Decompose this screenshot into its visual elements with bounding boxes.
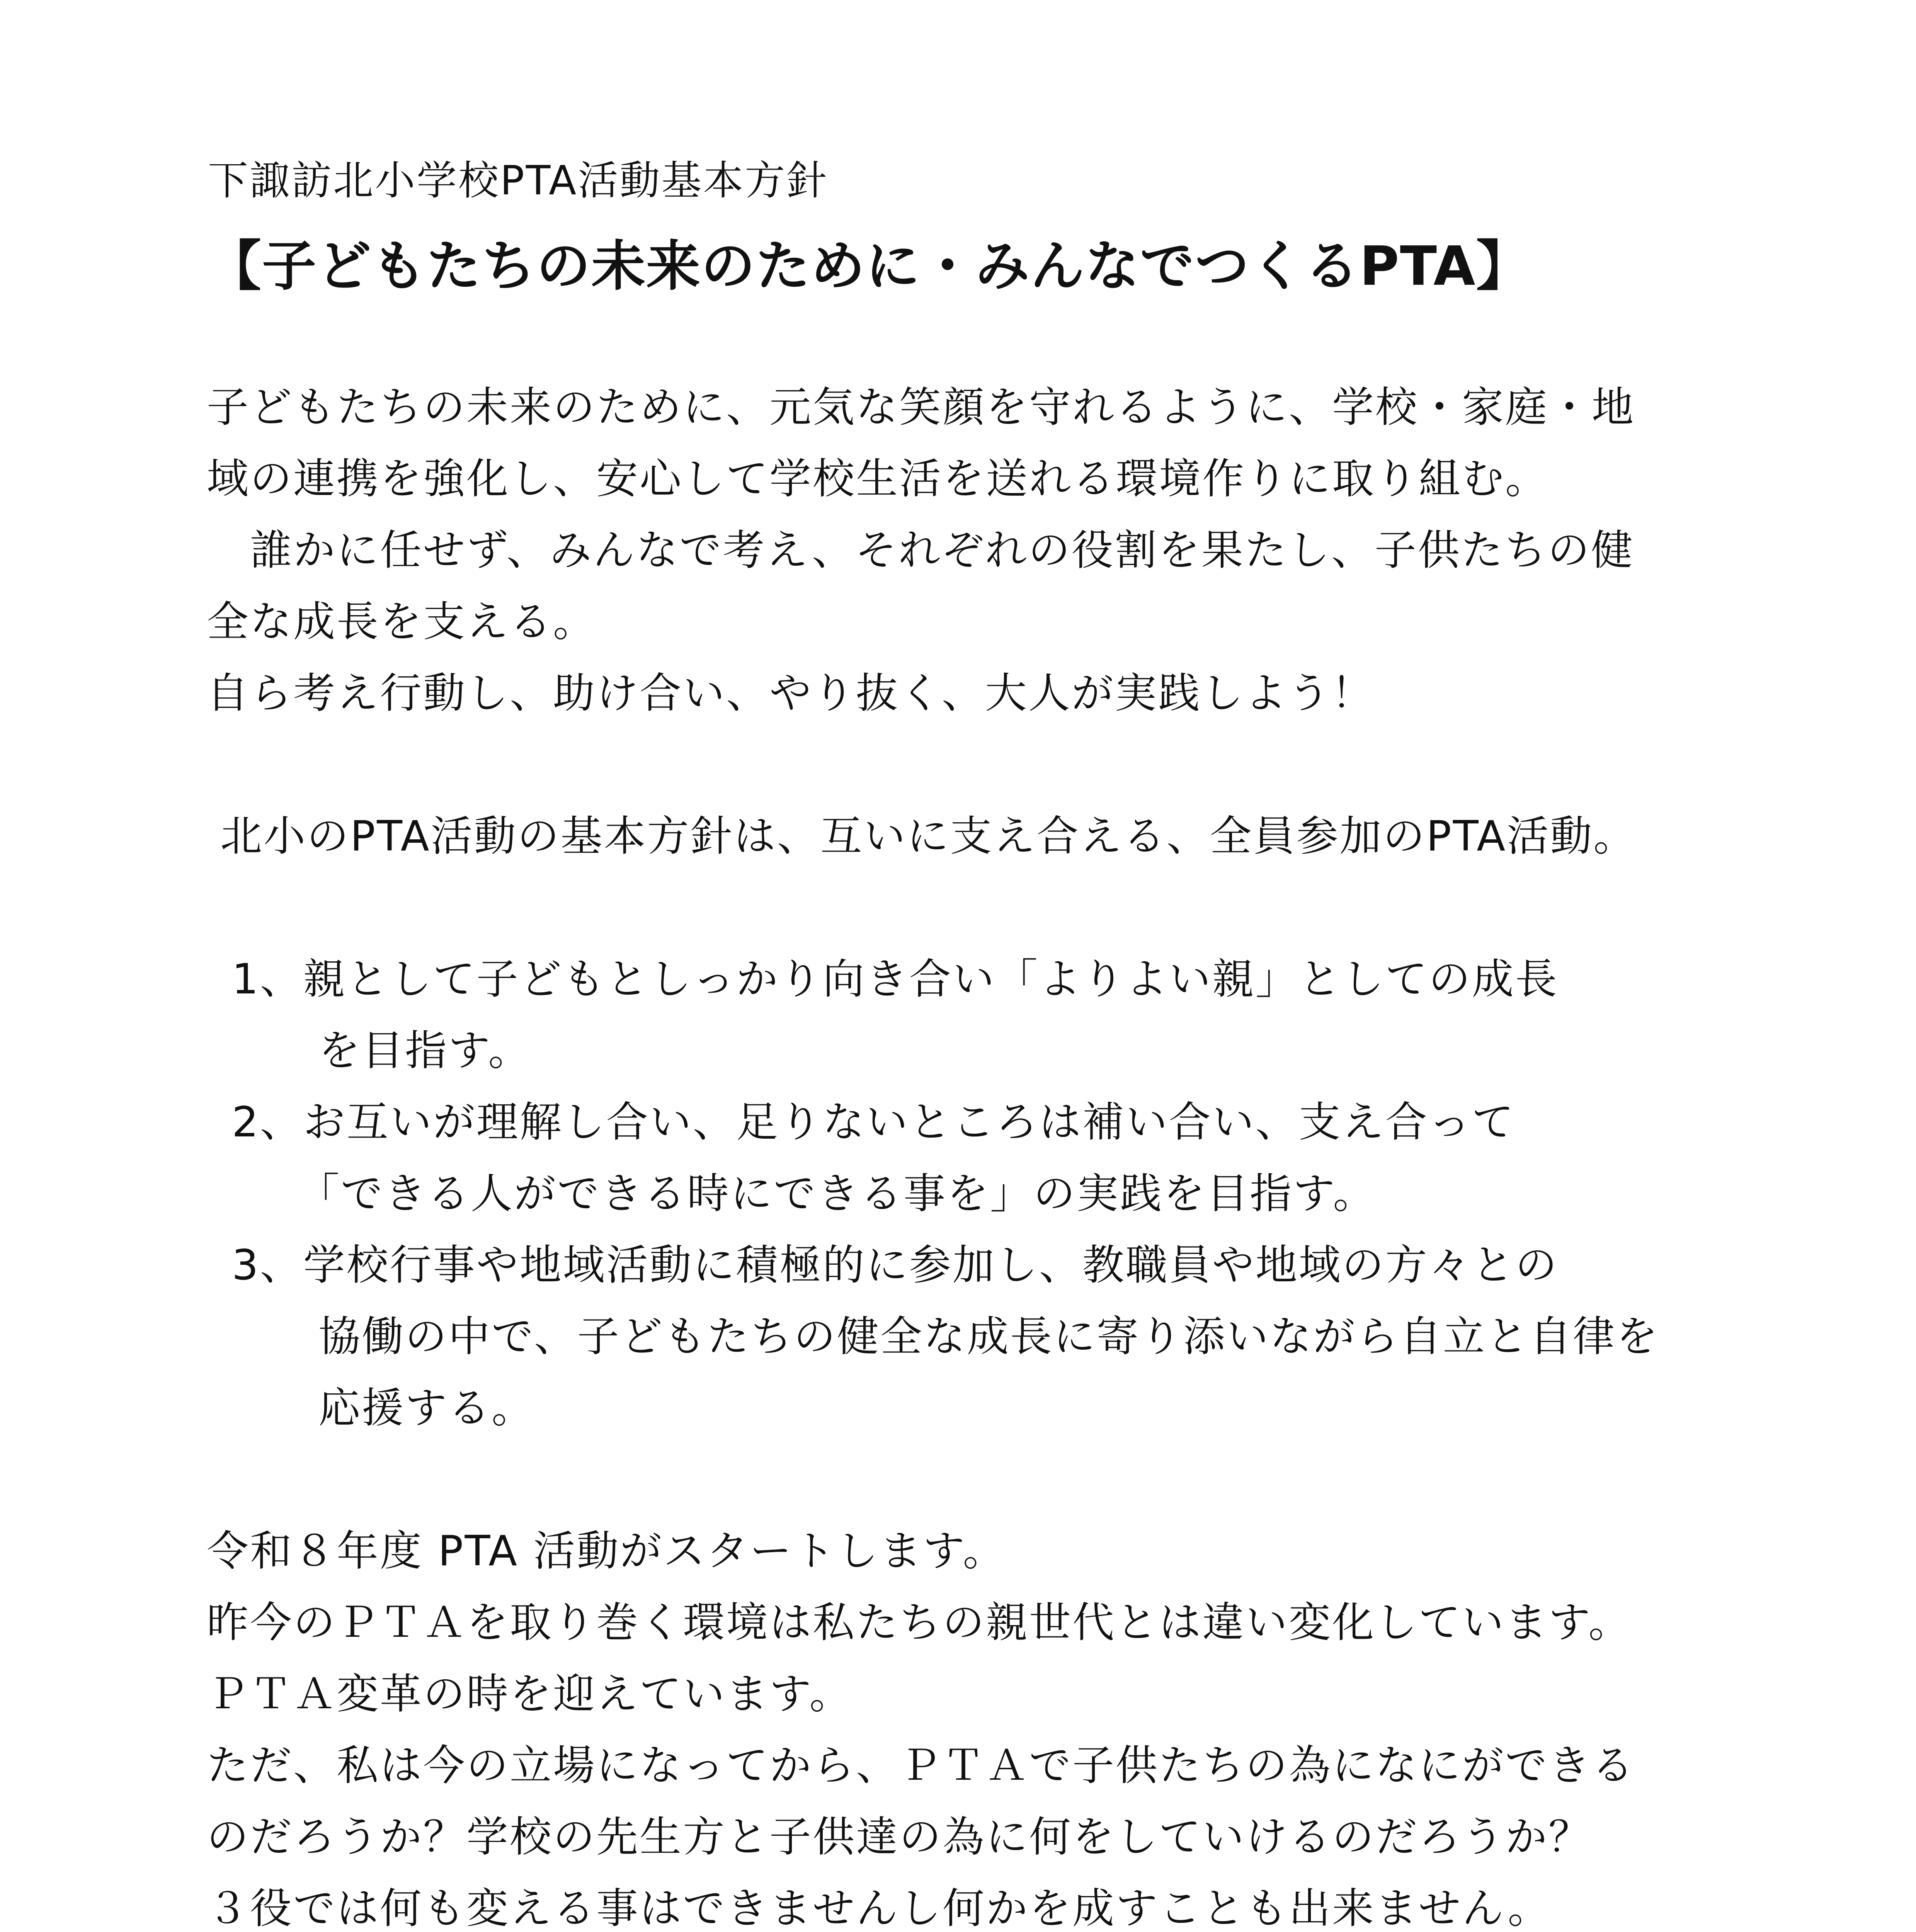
- document-subtitle: 下諏訪北小学校PTA活動基本方針: [208, 157, 829, 204]
- intro-line: 全な成長を支える。: [207, 598, 597, 646]
- message-line: 令和８年度 PTA 活動がスタートします。: [207, 1527, 1006, 1575]
- message-line: 昨今のＰＴＡを取り巻く環境は私たちの親世代とは違い変化しています。: [207, 1599, 1632, 1647]
- message-line: のだろうか？学校の先生方と子供達の為に何をしていけるのだろうか？: [207, 1813, 1592, 1861]
- policy-item: 応援する。: [232, 1384, 535, 1432]
- message-line: ただ、私は今の立場になってから、ＰＴＡで子供たちの為になにができる: [207, 1742, 1635, 1790]
- policy-item: 協働の中で、子どもたちの健全な成長に寄り添いながら自立と自律を: [232, 1313, 1659, 1361]
- intro-line: 自ら考え行動し、助け合い、やり抜く、大人が実践しよう！: [207, 669, 1375, 718]
- policy-summary: 北小のPTA活動の基本方針は、互いに支え合える、全員参加のPTA活動。: [220, 812, 1637, 861]
- intro-line: 域の連携を強化し、安心して学校生活を送れる環境作りに取り組む。: [207, 455, 1549, 503]
- policy-item: 2、お互いが理解し合い、足りないところは補い合い、支え合って: [232, 1098, 1515, 1146]
- policy-item: 3、学校行事や地域活動に積極的に参加し、教職員や地域の方々との: [232, 1241, 1559, 1289]
- intro-line: 子どもたちの未来のために、元気な笑顔を守れるように、学校・家庭・地: [207, 383, 1635, 432]
- intro-line: 誰かに任せず、みんなで考え、それぞれの役割を果たし、子供たちの健: [207, 526, 1634, 575]
- policy-item: 「できる人ができる時にできる事を」の実践を目指す。: [232, 1170, 1377, 1218]
- policy-item: を目指す。: [232, 1027, 532, 1075]
- message-line: ３役では何も変える事はできませんし何かを成すことも出来ません。: [207, 1884, 1551, 1932]
- document-title: 【子どもたちの未来のために・みんなでつくるPTA】: [207, 235, 1531, 298]
- message-line: ＰＴＡ変革の時を迎えています。: [207, 1670, 853, 1718]
- policy-item: 1、親として子どもとしっかり向き合い「よりよい親」としての成長: [232, 955, 1559, 1003]
